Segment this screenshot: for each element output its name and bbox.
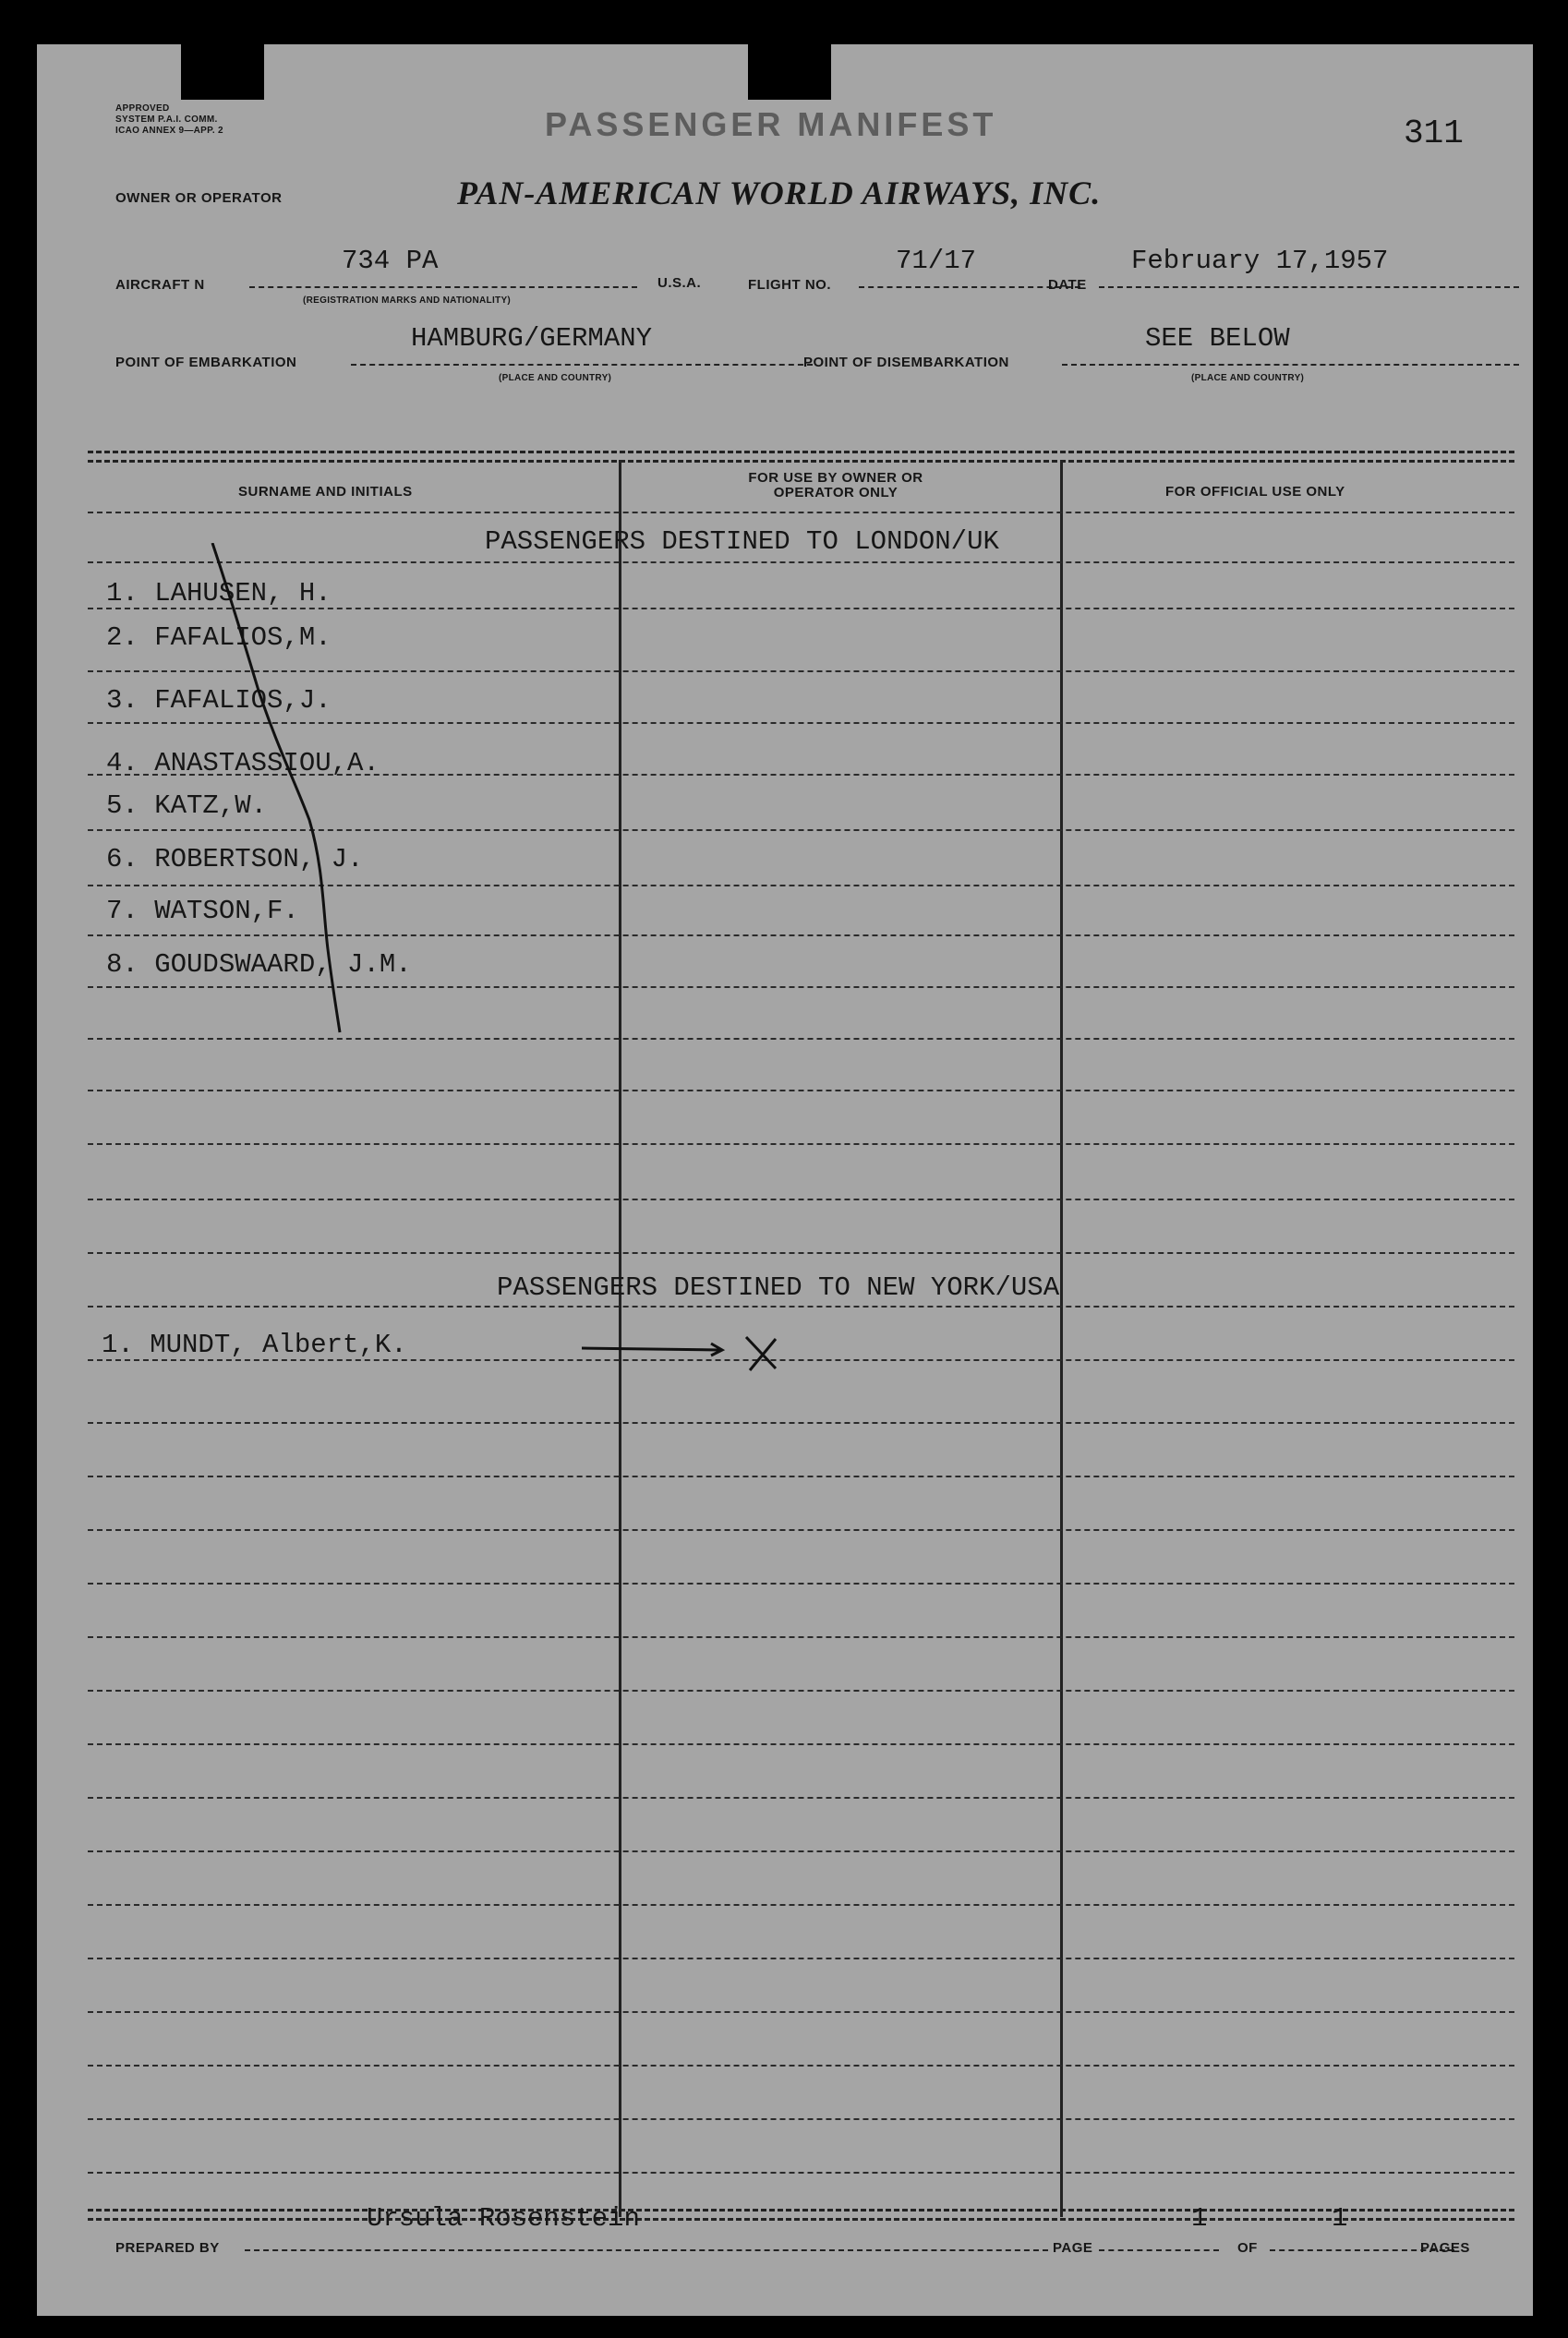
column-header-name: SURNAME AND INITIALS <box>238 484 413 500</box>
embark-value: HAMBURG/GERMANY <box>411 323 653 354</box>
passenger-row: 6. ROBERTSON, J. <box>106 844 364 874</box>
punch-hole-right <box>748 44 831 100</box>
embark-sub: (PLACE AND COUNTRY) <box>499 373 612 383</box>
passenger-row: 1. LAHUSEN, H. <box>106 578 332 609</box>
passenger-row: 7. WATSON,F. <box>106 896 299 926</box>
disembark-value: SEE BELOW <box>1145 323 1290 354</box>
owner-label: OWNER OR OPERATOR <box>115 190 283 206</box>
approval-stamp: APPROVED SYSTEM P.A.I. COMM. ICAO ANNEX 9—APP. 2 <box>115 103 223 136</box>
form-title: PASSENGER MANIFEST <box>545 105 997 143</box>
passenger-row: 1. MUNDT, Albert,K. <box>102 1330 407 1360</box>
page-label: PAGE <box>1053 2240 1093 2256</box>
aircraft-sub: (REGISTRATION MARKS AND NATIONALITY) <box>303 295 512 306</box>
page-value: 1 <box>1191 2203 1208 2234</box>
aircraft-value: 734 PA <box>342 246 439 276</box>
disembark-sub: (PLACE AND COUNTRY) <box>1191 373 1305 383</box>
of-value: 1 <box>1332 2203 1348 2234</box>
manifest-sheet <box>37 44 1533 2316</box>
of-label: OF <box>1237 2240 1258 2256</box>
punch-hole-left <box>181 44 264 100</box>
page-number: 311 <box>1404 114 1464 152</box>
section-title-london: PASSENGERS DESTINED TO LONDON/UK <box>485 526 999 557</box>
flight-label: FLIGHT NO. <box>748 277 831 293</box>
pages-label: PAGES <box>1420 2240 1470 2256</box>
passenger-row: 3. FAFALIOS,J. <box>106 685 332 716</box>
date-value: February 17,1957 <box>1131 246 1389 276</box>
embark-label: POINT OF EMBARKATION <box>115 355 297 370</box>
column-header-official: FOR OFFICIAL USE ONLY <box>1165 484 1345 500</box>
prepared-by-label: PREPARED BY <box>115 2240 220 2256</box>
passenger-row: 4. ANASTASSIOU,A. <box>106 748 380 778</box>
operator-name: PAN-AMERICAN WORLD AIRWAYS, INC. <box>457 175 1102 211</box>
prepared-by-value: Ursula Rosenstein <box>367 2203 640 2234</box>
section-title-newyork: PASSENGERS DESTINED TO NEW YORK/USA <box>497 1272 1060 1303</box>
date-label: DATE <box>1048 277 1087 293</box>
aircraft-label: AIRCRAFT N <box>115 277 205 293</box>
arrow-x-mark <box>582 1330 794 1385</box>
flight-value: 71/17 <box>896 246 977 276</box>
usa-label: U.S.A. <box>657 275 702 291</box>
disembark-label: POINT OF DISEMBARKATION <box>803 355 1009 370</box>
strike-through-line <box>194 543 342 1042</box>
passenger-row: 2. FAFALIOS,M. <box>106 622 332 653</box>
column-header-operator: FOR USE BY OWNER OR OPERATOR ONLY <box>748 470 923 500</box>
passenger-row: 8. GOUDSWAARD, J.M. <box>106 949 412 980</box>
passenger-row: 5. KATZ,W. <box>106 790 268 821</box>
